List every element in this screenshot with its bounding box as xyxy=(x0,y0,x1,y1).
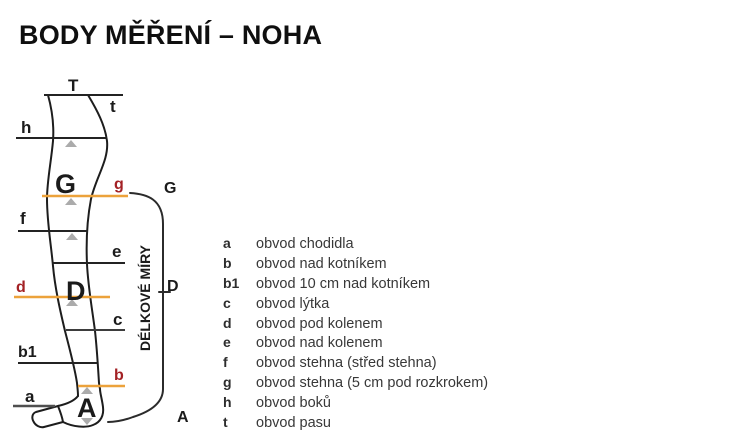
label-d: d xyxy=(16,279,26,296)
label-e: e xyxy=(112,242,122,261)
legend-key: a xyxy=(223,235,231,251)
legend-label: obvod pod kolenem xyxy=(256,315,383,332)
legend-row-b1 xyxy=(223,274,543,294)
diagram-labels xyxy=(16,76,124,423)
bracket-label-A: A xyxy=(177,409,189,426)
foot-top-outline xyxy=(58,396,78,406)
legend-row-d xyxy=(223,314,543,334)
legend-key: b1 xyxy=(223,274,240,291)
legend-label: obvod stehna (5 cm pod rozkrokem) xyxy=(256,375,489,392)
bracket-label-G: G xyxy=(164,180,177,197)
label-b1: b1 xyxy=(18,344,37,361)
legend-label: obvod nad kotníkem xyxy=(256,255,387,272)
legend-key: b xyxy=(223,254,232,271)
legend-row-e xyxy=(223,333,543,353)
legend-key: f xyxy=(223,354,228,371)
label-g: g xyxy=(114,176,124,193)
legend-key: t xyxy=(223,414,228,431)
label-G-big: G xyxy=(55,169,77,199)
label-f: f xyxy=(20,209,26,228)
legend-label: obvod pasu xyxy=(256,415,331,432)
marker-under-h xyxy=(65,140,77,147)
label-b: b xyxy=(114,367,124,384)
legend-row-f xyxy=(223,353,543,373)
legend-row-b xyxy=(223,254,543,274)
legend-key: h xyxy=(223,394,232,411)
legend-label: obvod 10 cm nad kotníkem xyxy=(256,275,431,292)
length-bracket-curve xyxy=(108,193,163,422)
legend-row-t xyxy=(223,413,543,433)
label-h: h xyxy=(21,118,32,137)
label-t: t xyxy=(110,97,116,116)
marker-under-g xyxy=(65,198,77,205)
legend-row-c xyxy=(223,294,543,314)
bracket-label-D: D xyxy=(167,278,179,295)
label-A-big: A xyxy=(77,393,97,423)
legend-label: obvod nad kolenem xyxy=(256,335,383,352)
measurement-legend xyxy=(223,234,543,433)
legend-key: e xyxy=(223,334,231,351)
foot-toe-cap xyxy=(32,406,63,427)
legend-key: g xyxy=(223,374,232,391)
label-D-big: D xyxy=(66,276,86,306)
legend-label: obvod lýtka xyxy=(256,295,330,312)
page-title: BODY MĚŘENÍ – NOHA xyxy=(19,20,323,50)
legend-row-g xyxy=(223,373,543,393)
legend-label: obvod chodidla xyxy=(256,236,354,252)
leg-outline-left xyxy=(47,95,78,396)
legend-key: c xyxy=(223,294,231,311)
marker-under-f xyxy=(66,233,78,240)
label-T: T xyxy=(68,76,79,95)
label-a: a xyxy=(25,387,35,406)
length-measures-vertical-text: DÉLKOVÉ MÍRY xyxy=(137,244,153,352)
legend-label: obvod stehna (střed stehna) xyxy=(256,355,437,372)
legend-row-h xyxy=(223,393,543,413)
legend-row-a xyxy=(223,234,543,254)
leg-outline-right xyxy=(87,95,108,389)
legend-label: obvod boků xyxy=(256,395,331,412)
legend-key: d xyxy=(223,314,232,331)
label-c: c xyxy=(113,310,123,329)
